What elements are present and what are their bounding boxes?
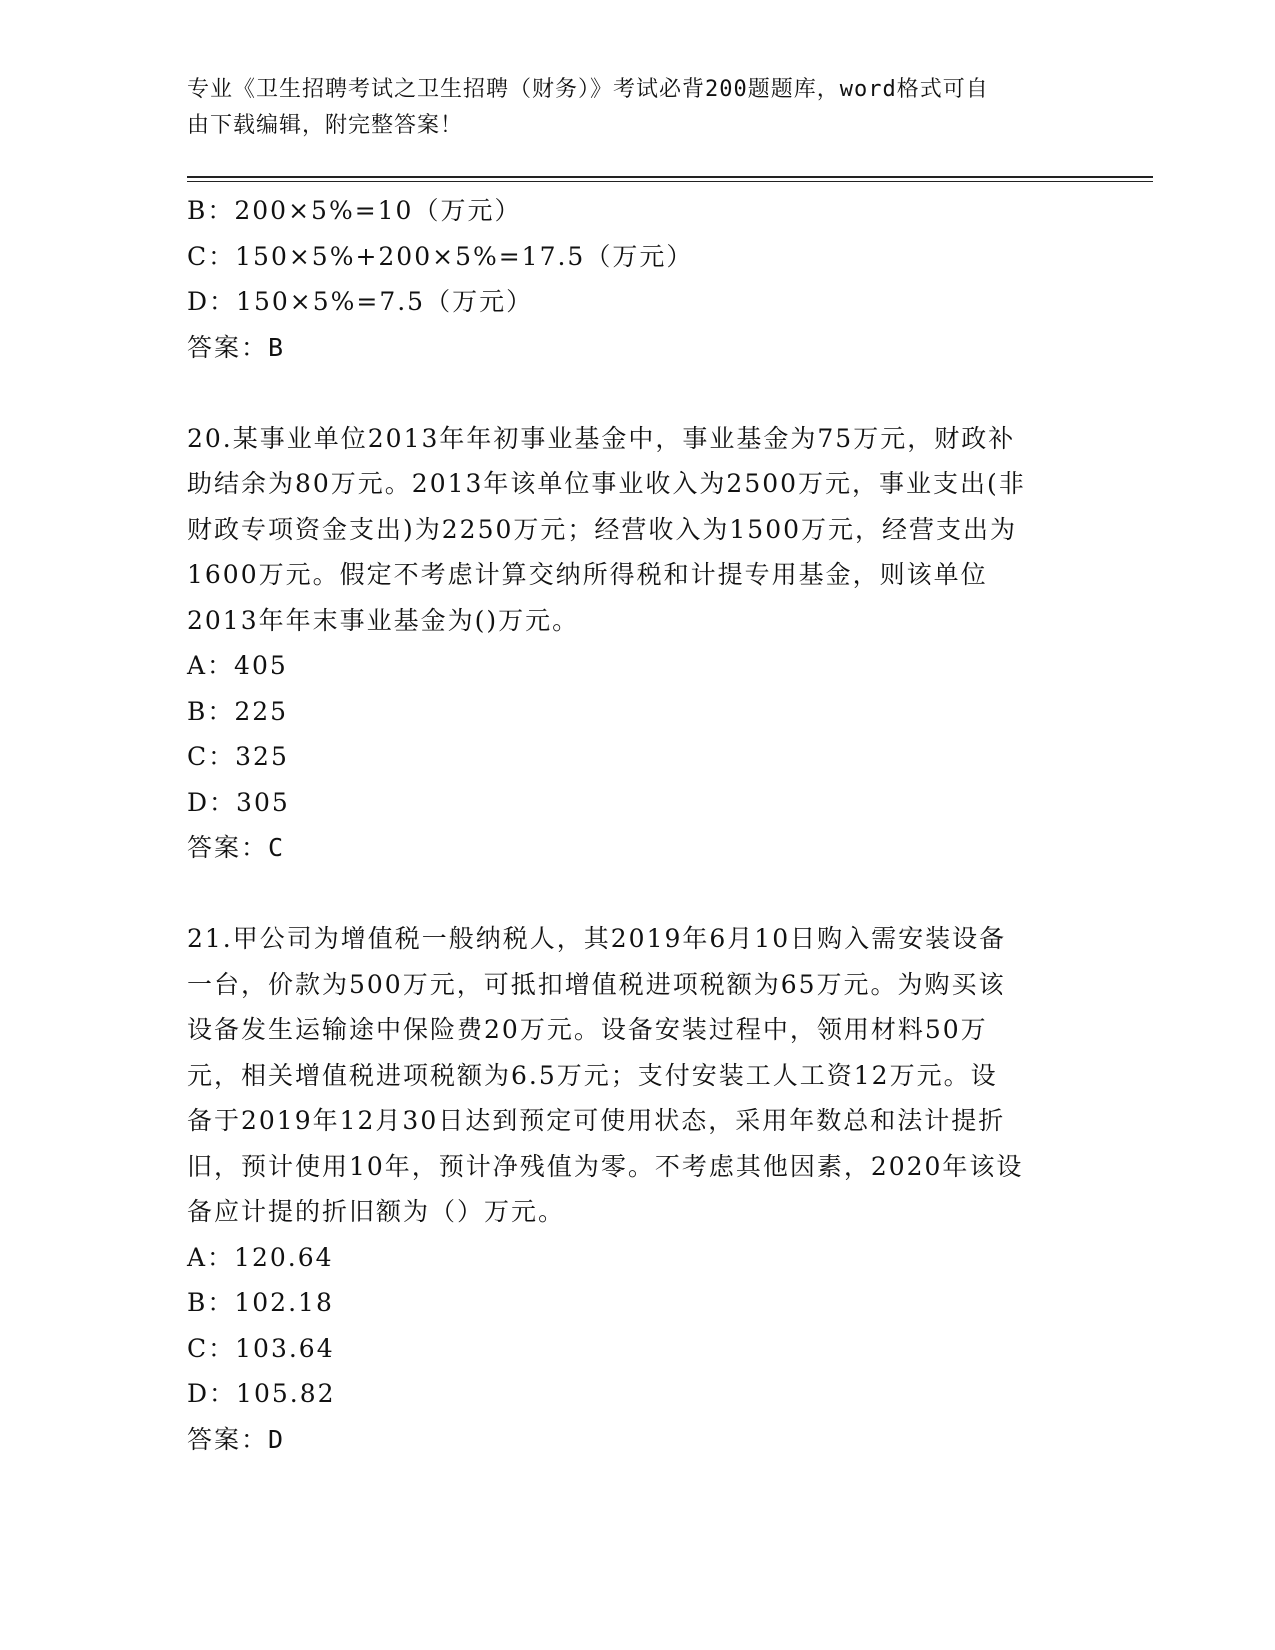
question-text-line: 21.甲公司为增值税一般纳税人，其2019年6月10日购入需安装设备 bbox=[187, 924, 1007, 953]
question-text-line: 一台，价款为500万元，可抵扣增值税进项税额为65万元。为购买该 bbox=[187, 969, 1006, 999]
option-d: D：105.82 bbox=[187, 1379, 336, 1408]
question-text-line: 旧，预计使用10年，预计净残值为零。不考虑其他因素，2020年该设 bbox=[187, 1151, 1024, 1181]
option-c: C：150×5%+200×5%=17.5（万元） bbox=[187, 241, 694, 271]
header-divider-thick bbox=[187, 176, 1153, 178]
option-d: D：150×5%=7.5（万元） bbox=[187, 287, 534, 316]
header-line-1: 专业《卫生招聘考试之卫生招聘（财务）》考试必背200题题库，word格式可自 bbox=[187, 77, 989, 102]
document-body bbox=[187, 188, 1087, 1462]
question-text-line: 财政专项资金支出)为2250万元；经营收入为1500万元，经营支出为 bbox=[187, 514, 1018, 544]
option-a: A：405 bbox=[187, 651, 288, 680]
question-text-line: 元，相关增值税进项税额为6.5万元；支付安装工人工资12万元。设 bbox=[187, 1060, 998, 1090]
question-20 bbox=[187, 416, 1087, 871]
header-line-2: 由下载编辑，附完整答案！ bbox=[187, 113, 464, 138]
option-a: A：120.64 bbox=[187, 1242, 334, 1272]
question-19-tail bbox=[187, 188, 1087, 370]
answer: 答案：D bbox=[187, 1424, 286, 1454]
document-header bbox=[187, 72, 1067, 144]
option-b: B：200×5%=10（万元） bbox=[187, 196, 522, 225]
option-c: C：103.64 bbox=[187, 1333, 335, 1363]
option-c: C：325 bbox=[187, 742, 289, 771]
question-text-line: 设备发生运输途中保险费20万元。设备安装过程中，领用材料50万 bbox=[187, 1015, 988, 1044]
header-divider-thin bbox=[187, 181, 1153, 182]
question-text-line: 2013年年末事业基金为()万元。 bbox=[187, 605, 580, 635]
answer: 答案：C bbox=[187, 833, 286, 862]
question-text-line: 1600万元。假定不考虑计算交纳所得税和计提专用基金，则该单位 bbox=[187, 560, 988, 589]
question-21 bbox=[187, 916, 1087, 1462]
option-b: B：225 bbox=[187, 696, 289, 726]
question-text-line: 20.某事业单位2013年年初事业基金中，事业基金为75万元，财政补 bbox=[187, 423, 1016, 453]
spacer bbox=[187, 370, 1087, 416]
question-text-line: 备于2019年12月30日达到预定可使用状态，采用年数总和法计提折 bbox=[187, 1106, 1006, 1135]
question-text-line: 备应计提的折旧额为（）万元。 bbox=[187, 1197, 566, 1226]
spacer bbox=[187, 871, 1087, 917]
question-text-line: 助结余为80万元。2013年该单位事业收入为2500万元，事业支出(非 bbox=[187, 469, 1026, 498]
answer: 答案：B bbox=[187, 332, 286, 362]
option-b: B：102.18 bbox=[187, 1288, 334, 1317]
option-d: D：305 bbox=[187, 787, 290, 817]
